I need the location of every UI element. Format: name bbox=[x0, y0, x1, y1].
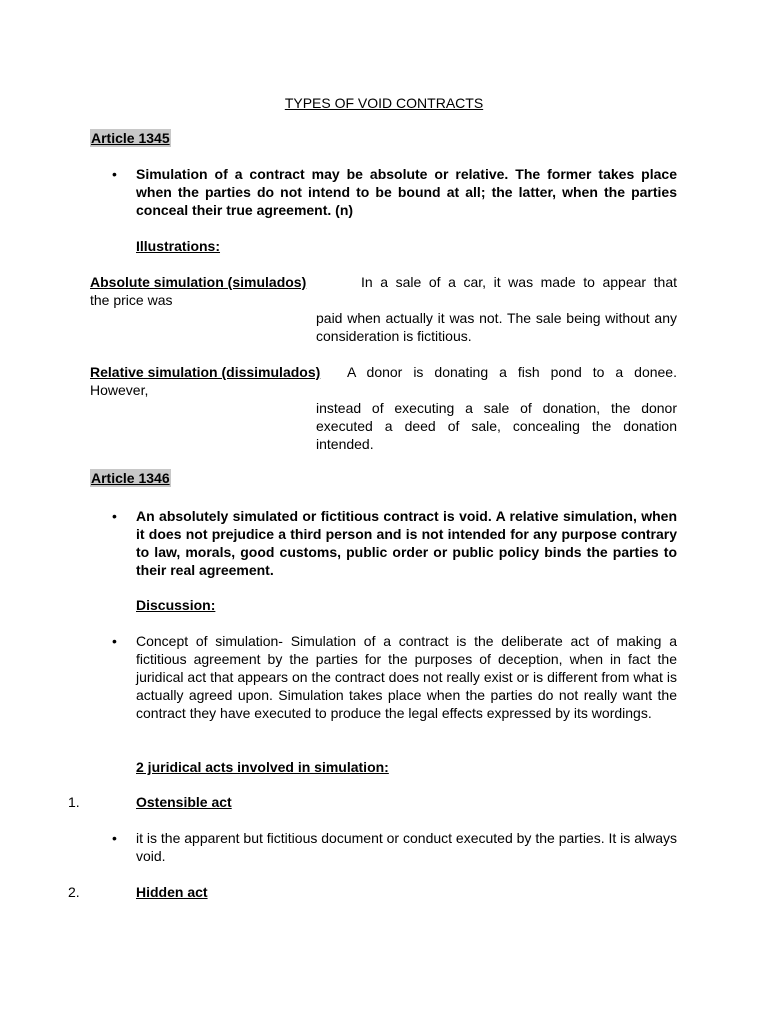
article-1346-heading: Article 1346 bbox=[91, 470, 170, 486]
bullet-icon: • bbox=[112, 508, 117, 524]
discussion-text: Concept of simulation- Simulation of a contract is the deliberate act of making a fictitious agreement by the parties for the purposes of deception, when in fact the juridical act that appears on the contract does not really exist or is different from what is actually agreed upon. Simulation takes place when the parties do not really want the contract they have executed to produce the legal effects expressed by its wordings. bbox=[136, 633, 677, 721]
bullet-icon: • bbox=[112, 830, 117, 846]
document-title: TYPES OF VOID CONTRACTS bbox=[284, 95, 484, 111]
relative-simulation-wrap: However, bbox=[90, 382, 149, 398]
article-1345-heading: Article 1345 bbox=[91, 130, 170, 146]
bullet-icon: • bbox=[112, 166, 117, 182]
absolute-simulation-label: Absolute simulation (simulados) bbox=[90, 274, 307, 290]
absolute-simulation-first-line: In a sale of a car, it was made to appear that bbox=[361, 274, 677, 290]
illustrations-heading: Illustrations: bbox=[136, 238, 221, 254]
discussion-heading: Discussion: bbox=[136, 597, 216, 613]
relative-simulation-label: Relative simulation (dissimulados) bbox=[90, 364, 321, 380]
acts-heading: 2 juridical acts involved in simulation: bbox=[136, 759, 389, 775]
absolute-simulation-wrap: the price was bbox=[90, 292, 173, 308]
article-1346-text: An absolutely simulated or fictitious contract is void. A relative simulation, when it does not prejudice a third person and is not intended for any purpose contrary to law, morals, good customs, public order or public policy binds the parties to their real agreement. bbox=[136, 508, 677, 578]
relative-simulation-continuation: instead of executing a sale of donation, the donor executed a deed of sale, concealing the donation intended. bbox=[316, 400, 677, 452]
bullet-icon: • bbox=[112, 633, 117, 649]
hidden-act-heading: Hidden act bbox=[136, 884, 208, 900]
list-number: 2. bbox=[68, 884, 80, 900]
ostensible-act-heading: Ostensible act bbox=[136, 794, 232, 810]
relative-simulation-first-line: A donor is donating a fish pond to a donee. bbox=[347, 364, 677, 380]
ostensible-act-text: it is the apparent but fictitious document or conduct executed by the parties. It is always void. bbox=[136, 830, 677, 864]
article-1345-text: Simulation of a contract may be absolute or relative. The former takes place when the parties do not intend to be bound at all; the latter, when the parties conceal their true agreement. (n) bbox=[136, 166, 677, 218]
absolute-simulation-continuation: paid when actually it was not. The sale being without any consideration is fictitious. bbox=[316, 310, 677, 344]
list-number: 1. bbox=[68, 794, 80, 810]
